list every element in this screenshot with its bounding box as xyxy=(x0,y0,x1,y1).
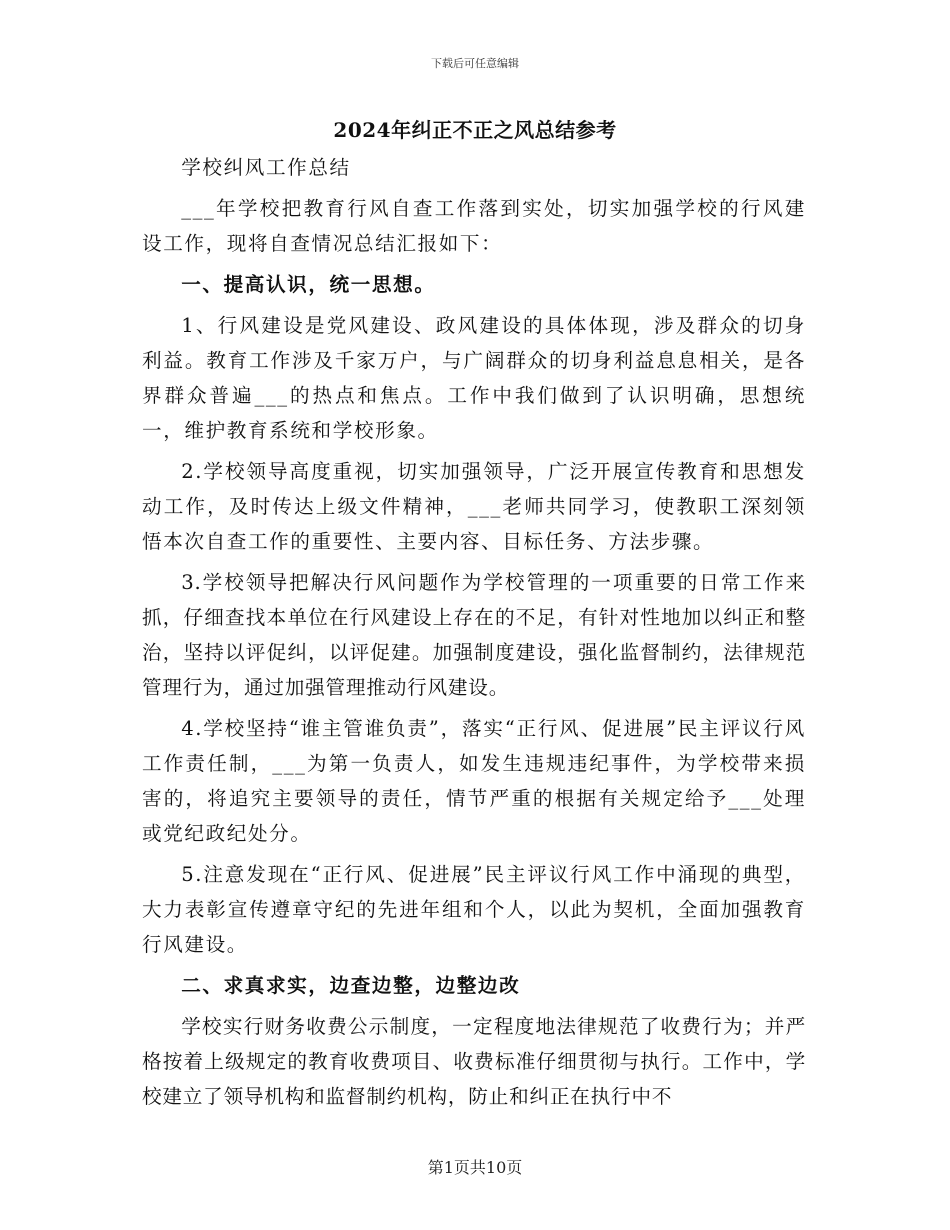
body-paragraph-item-4: 4.学校坚持“谁主管谁负责”，落实“正行风、促进展”民主评议行风工作责任制，___为第一负责人，如发生违规违纪事件，为学校带来损害的，将追究主要领导的责任，情节严重的根据有关规定给予___处理或党纪政纪处分。 xyxy=(142,717,806,845)
body-paragraph-heading-line: 学校纠风工作总结 xyxy=(181,156,351,179)
section-heading-2: 二、求真求实，边查边整，边整边改 xyxy=(181,974,521,997)
body-paragraph-item-2: 2.学校领导高度重视，切实加强领导，广泛开展宣传教育和思想发动工作，及时传达上级文件精神，___老师共同学习，使教职工深刻领悟本次自查工作的重要性、主要内容、目标任务、方法步骤。 xyxy=(142,460,806,553)
body-paragraph-section-2: 学校实行财务收费公示制度，一定程度地法律规范了收费行为；并严格按着上级规定的教育收费项目、收费标准仔细贯彻与执行。工作中，学校建立了领导机构和监督制约机构，防止和纠正在执行中不 xyxy=(142,1015,806,1108)
header-note: 下载后可任意编辑 xyxy=(431,57,519,70)
body-paragraph-item-5: 5.注意发现在“正行风、促进展”民主评议行风工作中涌现的典型，大力表彰宣传遵章守纪的先进年组和个人，以此为契机，全面加强教育行风建设。 xyxy=(142,863,806,956)
page-footer: 第1页共10页 xyxy=(427,1158,523,1177)
body-paragraph-intro: ___年学校把教育行风自查工作落到实处，切实加强学校的行风建设工作，现将自查情况总结汇报如下： xyxy=(142,197,806,255)
body-paragraph-item-1: 1、行风建设是党风建设、政风建设的具体体现，涉及群众的切身利益。教育工作涉及千家万户，与广阔群众的切身利益息息相关，是各界群众普遍___的热点和焦点。工作中我们做到了认识明确，思想统一，维护教育系统和学校形象。 xyxy=(142,314,806,442)
body-paragraph-item-3: 3.学校领导把解决行风问题作为学校管理的一项重要的日常工作来抓，仔细查找本单位在行风建设上存在的不足，有针对性地加以纠正和整治，坚持以评促纠，以评促建。加强制度建设，强化监督制约，法律规范管理行为，通过加强管理推动行风建设。 xyxy=(142,571,806,699)
document-body xyxy=(142,150,806,1120)
section-heading-1: 一、提高认识，统一思想。 xyxy=(181,273,436,296)
document-title: 2024年纠正不正之风总结参考 xyxy=(333,118,617,142)
